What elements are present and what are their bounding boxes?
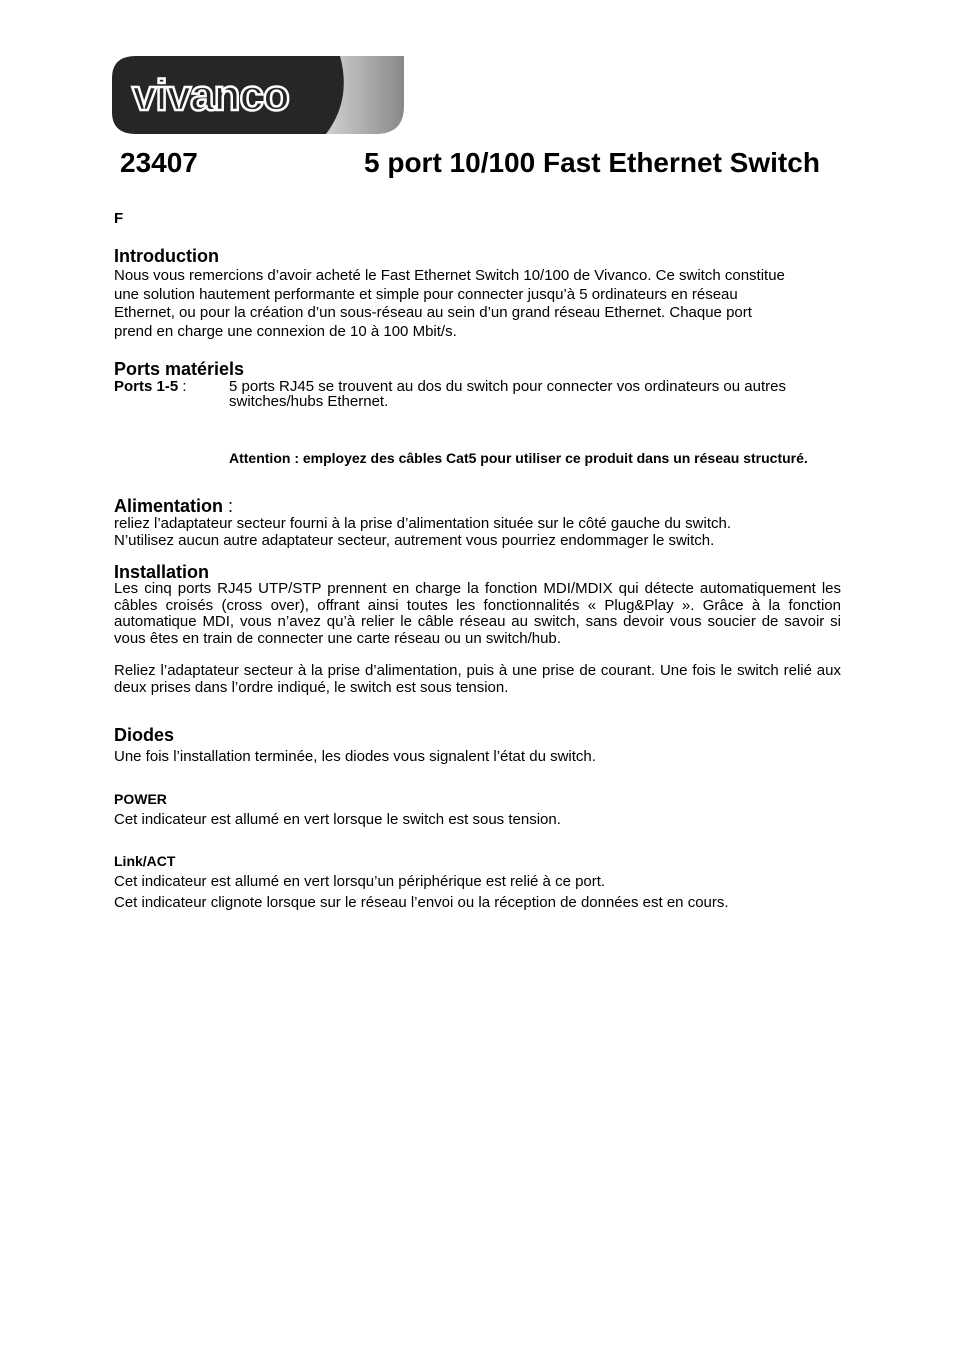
introduction-heading: Introduction (114, 246, 219, 266)
installation-paragraph-2: Reliez l’adaptateur secteur à la prise d’alimentation, puis à une prise de courant. Une fois le switch relié aux deux prises dans l’ordre indiqué, le switch est sous tension. (114, 662, 841, 696)
product-code: 23407 (120, 147, 198, 178)
power-indicator-text: Cet indicateur est allumé en vert lorsque le switch est sous tension. (114, 811, 561, 828)
power-heading-suffix: : (223, 496, 234, 516)
installation-paragraph-1: Les cinq ports RJ45 UTP/STP prennent en charge la fonction MDI/MDIX qui détecte automatiquement les câbles croisés (cross over), offrant ainsi toutes les fonctionnalités « Plug&Play ». Grâce à la fonction automatique MDI, vous n’avez qu’à relier le câble réseau au switch, sans devoir vous soucier de savoir si vous êtes en train de connecter une carte réseau ou un switch/hub. (114, 580, 841, 647)
ports-attention: Attention : employez des câbles Cat5 pour utiliser ce produit dans un réseau structuré. (229, 450, 808, 466)
ports-label: Ports 1-5 (114, 378, 179, 395)
link-indicator-text-2: Cet indicateur clignote lorsque sur le réseau l’envoi ou la réception de données est en cours. (114, 894, 729, 911)
power-line: N’utilisez aucun autre adaptateur secteur, autrement vous pourriez endommager le switch. (114, 531, 715, 549)
diodes-intro: Une fois l’installation terminée, les diodes vous signalent l’état du switch. (114, 748, 596, 765)
link-indicator-text-1: Cet indicateur est allumé en vert lorsqu’un périphérique est relié à ce port. (114, 873, 606, 890)
power-body (114, 516, 844, 549)
introduction-line: une solution hautement performante et simple pour connecter jusqu’à 5 ordinateurs en réseau (114, 285, 738, 303)
vivanco-logo (112, 56, 404, 134)
diodes-heading: Diodes (114, 725, 175, 745)
installation-heading: Installation (114, 562, 210, 582)
power-indicator-label: POWER (114, 791, 167, 807)
power-line: reliez l’adaptateur secteur fourni à la prise d’alimentation située sur le côté gauche du switch. (114, 515, 732, 532)
ports-label-sep: : (178, 378, 187, 395)
logo-wordmark: vivanco (132, 71, 289, 120)
introduction-body (114, 267, 844, 341)
product-name: 5 port 10/100 Fast Ethernet Switch (364, 147, 820, 178)
link-indicator-label: Link/ACT (114, 853, 176, 869)
introduction-line: Ethernet, ou pour la création d’un sous-réseau au sein d’un grand réseau Ethernet. Chaque port (114, 304, 752, 321)
power-heading-row (114, 495, 233, 517)
ports-label-row (114, 379, 187, 394)
language-code: F (114, 210, 124, 227)
introduction-line: prend en charge une connexion de 10 à 100 Mbit/s. (114, 322, 457, 340)
introduction-line: Nous vous remercions d’avoir acheté le Fast Ethernet Switch 10/100 de Vivanco. Ce switch constitue (114, 267, 785, 284)
power-heading: Alimentation (114, 496, 224, 516)
ports-heading: Ports matériels (114, 359, 245, 379)
ports-description: 5 ports RJ45 se trouvent au dos du switch pour connecter vos ordinateurs ou autres switches/hubs Ethernet. (229, 378, 786, 410)
